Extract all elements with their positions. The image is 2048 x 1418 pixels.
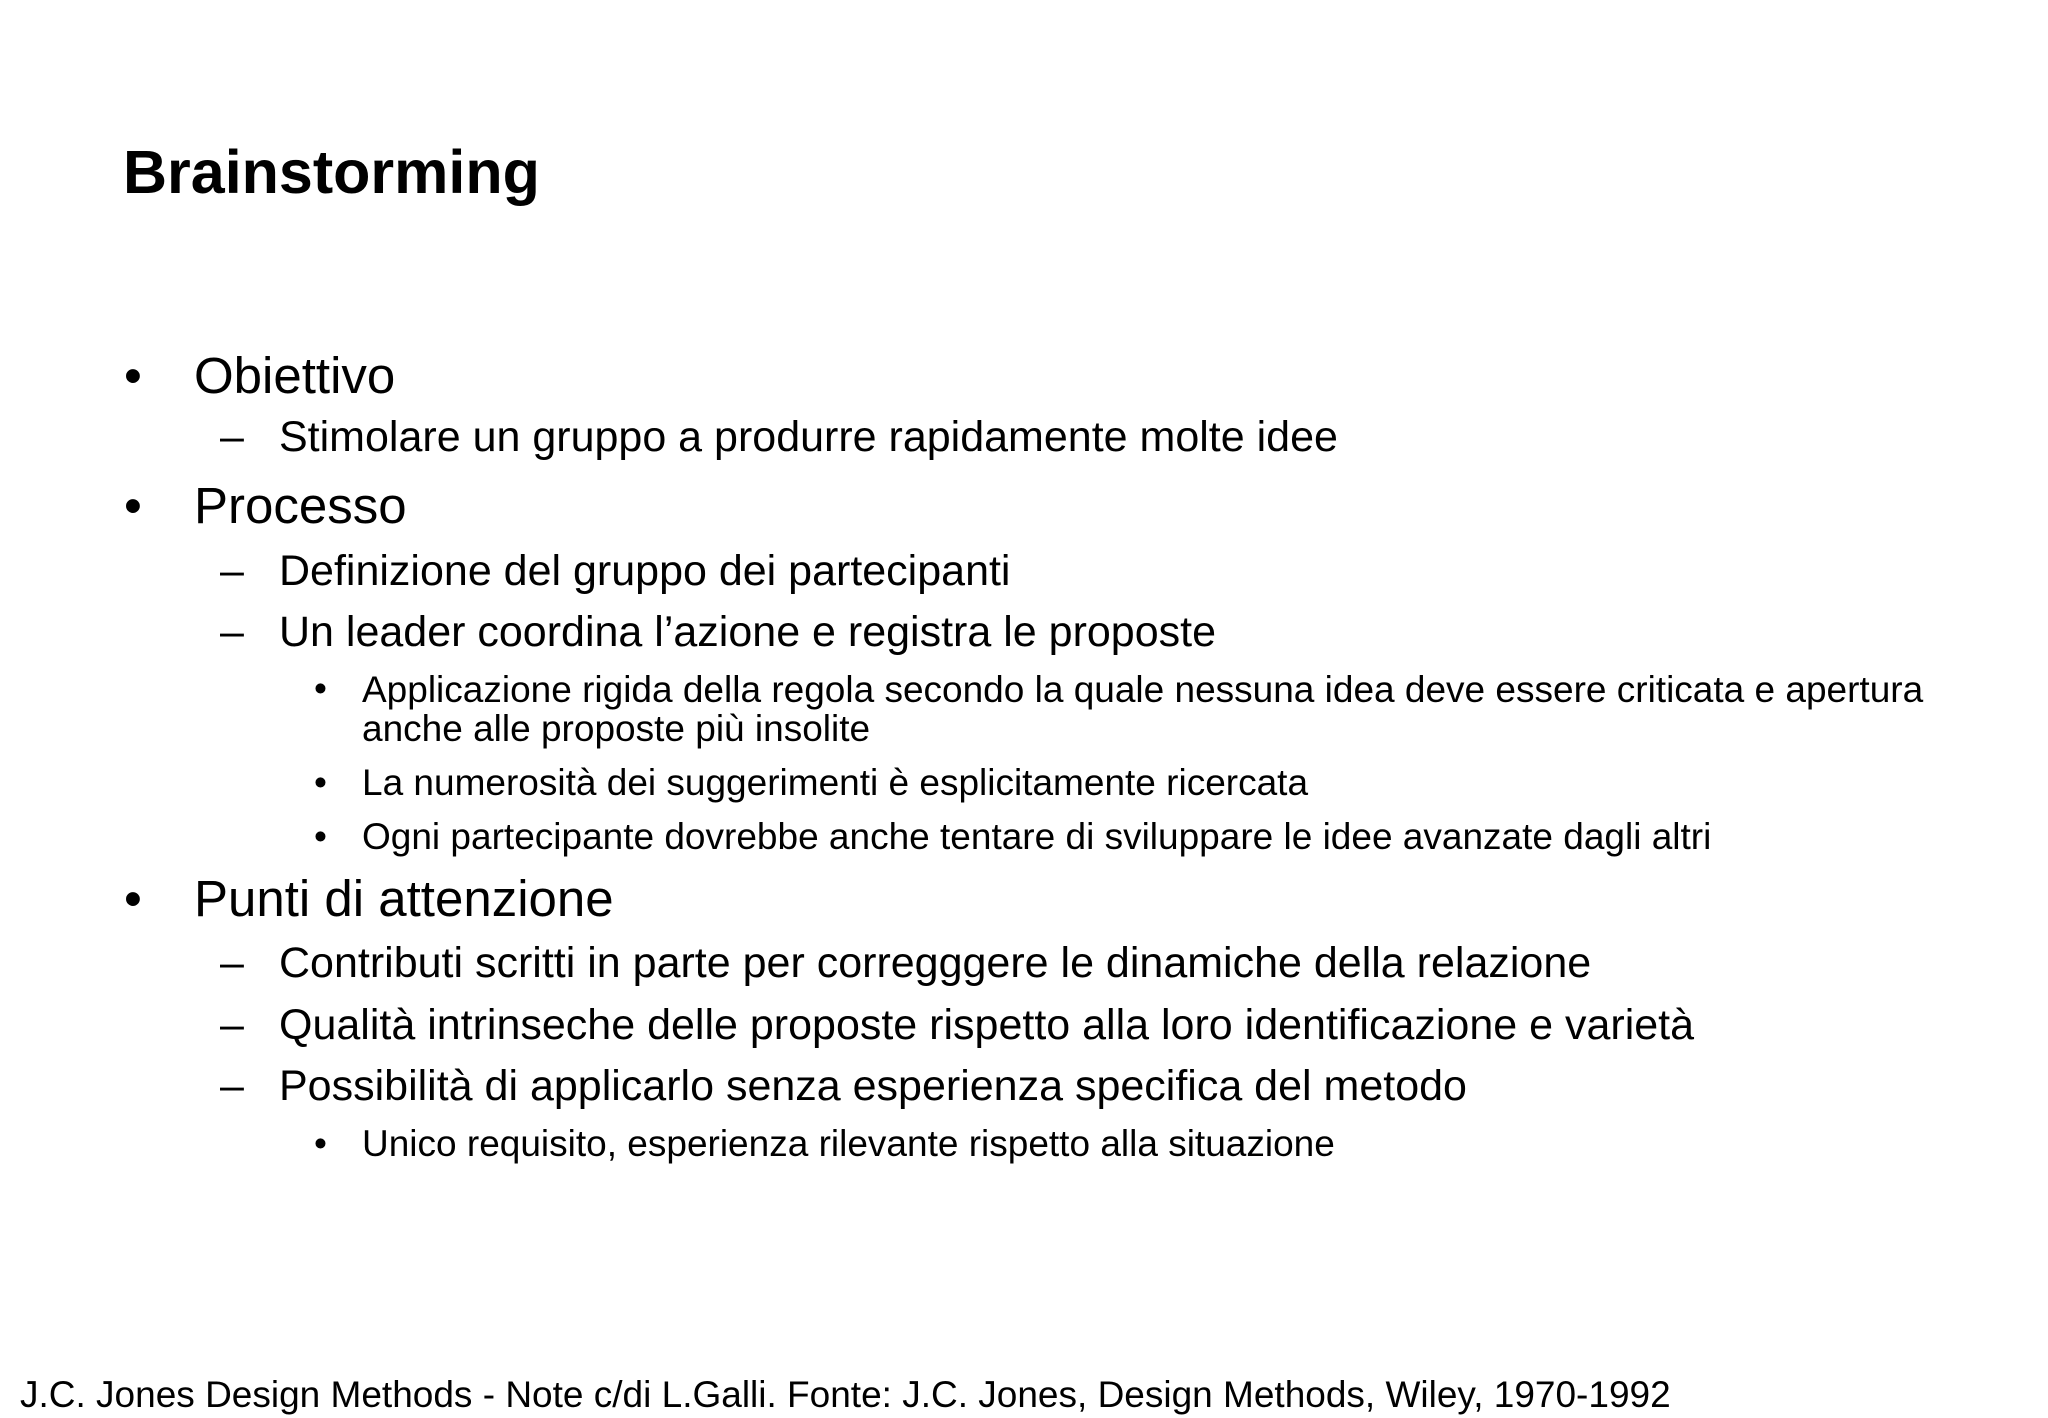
- sub-item-text: Un leader coordina l’azione e registra le proposte: [279, 608, 1216, 656]
- dash-marker: –: [220, 1001, 244, 1049]
- dash-marker: –: [220, 547, 244, 595]
- bullet-marker: •: [124, 870, 142, 927]
- sub-item-text: Possibilità di applicarlo senza esperienza specifica del metodo: [279, 1062, 1467, 1110]
- sub-item-text: Qualità intrinseche delle proposte rispetto alla loro identificazione e varietà: [279, 1001, 1695, 1049]
- bullet-marker: •: [314, 816, 327, 857]
- sub-sub-item-text: Ogni partecipante dovrebbe anche tentare di sviluppare le idee avanzate dagli altri: [362, 816, 1712, 857]
- bullet-marker: •: [314, 668, 327, 709]
- footer-citation: J.C. Jones Design Methods - Note c/di L.Galli. Fonte: J.C. Jones, Design Methods, Wiley, 1970-1992: [20, 1374, 1671, 1415]
- dash-marker: –: [220, 608, 244, 656]
- sub-item-text: Contributi scritti in parte per corregggere le dinamiche della relazione: [279, 939, 1592, 987]
- sub-item-text: Definizione del gruppo dei partecipanti: [279, 547, 1011, 595]
- sub-sub-item-text: Unico requisito, esperienza rilevante rispetto alla situazione: [362, 1123, 1335, 1164]
- sub-item-text: Stimolare un gruppo a produrre rapidamente molte idee: [279, 413, 1338, 461]
- bullet-marker: •: [124, 477, 142, 534]
- bullet-heading: Obiettivo: [194, 347, 396, 404]
- bullet-heading: Punti di attenzione: [194, 870, 614, 927]
- dash-marker: –: [220, 939, 244, 987]
- bullet-marker: •: [314, 1123, 327, 1164]
- sub-sub-item-text: Applicazione rigida della regola secondo la quale nessuna idea deve essere criticata e apertura anche alle proposte più insolite: [362, 669, 1924, 749]
- bullet-marker: •: [314, 762, 327, 803]
- bullet-heading: Processo: [194, 477, 407, 534]
- dash-marker: –: [220, 413, 244, 461]
- slide-title: Brainstorming: [123, 138, 540, 206]
- bullet-marker: •: [124, 347, 142, 404]
- sub-sub-item-text: La numerosità dei suggerimenti è esplicitamente ricercata: [362, 762, 1309, 803]
- dash-marker: –: [220, 1062, 244, 1110]
